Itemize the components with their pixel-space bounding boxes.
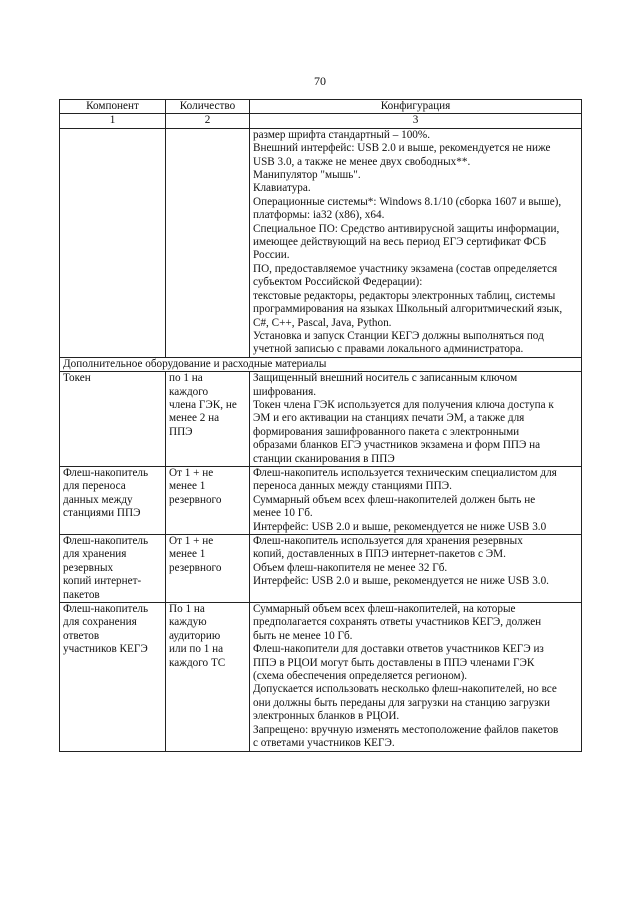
table-row — [60, 372, 582, 467]
text-line: члена ГЭК, не — [169, 398, 237, 411]
text-line: копий интернет- — [63, 575, 142, 588]
quantity-cell — [166, 128, 250, 357]
column-number-row — [60, 114, 582, 128]
text-line: данных между — [63, 493, 133, 506]
text-line: субъектом Российской Федерации): — [253, 276, 423, 289]
text-line: с ответами участников КЕГЭ. — [253, 737, 395, 750]
text-line: для сохранения — [63, 616, 137, 629]
text-line: программирования на языках Школьный алгоритмический язык, — [253, 303, 563, 316]
quantity-cell — [166, 466, 250, 534]
text-line: каждого ТС — [169, 656, 226, 669]
text-line: электронных бланков в РЦОИ. — [253, 710, 400, 723]
text-line: или по 1 на — [169, 643, 224, 656]
text-line: Объем флеш-накопителя не менее 32 Гб. — [253, 561, 448, 574]
text-line: образами бланков ЕГЭ участников экзамена и форм ППЭ на — [253, 439, 541, 452]
text-line: Защищенный внешний носитель с записанным ключом — [253, 372, 518, 385]
header-quantity: Количество — [166, 100, 250, 114]
text-line: резервных — [63, 561, 114, 574]
text-line: каждую — [169, 616, 207, 629]
configuration-cell — [250, 603, 582, 751]
text-line: Клавиатура. — [253, 182, 311, 195]
table-header-row — [60, 100, 582, 114]
text-line: C#, C++, Pascal, Java, Python. — [253, 316, 392, 329]
text-line: платформы: ia32 (x86), x64. — [253, 209, 385, 222]
configuration-cell — [250, 535, 582, 603]
component-cell — [60, 535, 166, 603]
text-line: По 1 на — [169, 603, 205, 616]
section-row — [60, 357, 582, 371]
text-line: менее 10 Гб. — [253, 507, 313, 520]
header-configuration: Конфигурация — [250, 100, 582, 114]
text-line: Допускается использовать несколько флеш-накопителей, но все — [253, 683, 557, 696]
text-line: ответов — [63, 629, 100, 642]
text-line: ПО, предоставляемое участнику экзамена (состав определяется — [253, 262, 558, 275]
text-line: они должны быть переданы для загрузки на станцию загрузки — [253, 696, 550, 709]
text-line: Специальное ПО: Средство антивирусной защиты информации, — [253, 222, 560, 235]
text-line: формирования зашифрованного пакета с электронными — [253, 425, 520, 438]
text-line: Токен — [63, 372, 91, 385]
table-row — [60, 603, 582, 751]
quantity-cell — [166, 535, 250, 603]
text-line: Суммарный объем всех флеш-накопителей, на которые — [253, 603, 516, 616]
text-line: Операционные системы*: Windows 8.1/10 (сборка 1607 и выше), — [253, 195, 562, 208]
section-title: Дополнительное оборудование и расходные материалы — [60, 357, 582, 371]
text-line: Токен члена ГЭК используется для получения ключа доступа к — [253, 398, 554, 411]
text-line: шифрования. — [253, 385, 317, 398]
text-line: ППЭ в РЦОИ могут быть доставлены в ППЭ членами ГЭК — [253, 656, 535, 669]
text-line: участников КЕГЭ — [63, 643, 148, 656]
text-line: по 1 на — [169, 372, 203, 385]
configuration-cell — [250, 128, 582, 357]
quantity-cell — [166, 603, 250, 751]
text-line: Флеш-накопители для доставки ответов участников КЕГЭ из — [253, 643, 544, 656]
text-line: ППЭ — [169, 425, 193, 438]
text-line: имеющее действующий на весь период ЕГЭ сертификат ФСБ — [253, 236, 547, 249]
page-number: 70 — [314, 74, 326, 88]
text-line: Флеш-накопитель — [63, 603, 149, 616]
component-cell — [60, 466, 166, 534]
text-line: Внешний интерфейс: USB 2.0 и выше, рекомендуется не ниже — [253, 142, 551, 155]
equipment-table — [59, 99, 582, 752]
text-line: для хранения — [63, 548, 127, 561]
text-line: Флеш-накопитель используется техническим специалистом для — [253, 466, 557, 479]
text-line: От 1 + не — [169, 535, 214, 547]
text-line: Флеш-накопитель — [63, 535, 149, 547]
text-line: Флеш-накопитель — [63, 466, 149, 479]
configuration-cell — [250, 466, 582, 534]
component-cell — [60, 372, 166, 467]
text-line: менее 1 — [169, 548, 206, 561]
text-line: USB 3.0, а также не менее двух свободных**. — [253, 155, 471, 168]
text-line: предполагается сохранять ответы участников КЕГЭ, должен — [253, 616, 542, 629]
text-line: Интерфейс: USB 2.0 и выше, рекомендуется не ниже USB 3.0. — [253, 575, 549, 588]
column-number: 1 — [60, 114, 166, 128]
text-line: ЭМ и его активации на станциях печати ЭМ, а также для — [253, 412, 525, 425]
text-line: учетной записью с правами локального администратора. — [253, 343, 524, 356]
configuration-cell — [250, 372, 582, 467]
header-component: Компонент — [60, 100, 166, 114]
text-line: аудиторию — [169, 629, 221, 642]
text-line: резервного — [169, 493, 222, 506]
text-line: станциями ППЭ — [63, 507, 141, 520]
text-line: текстовые редакторы, редакторы электронных таблиц, системы — [253, 289, 556, 302]
text-line: размер шрифта стандартный – 100%. — [253, 128, 431, 141]
text-line: России. — [253, 249, 290, 262]
text-line: каждого — [169, 385, 209, 398]
column-number: 3 — [250, 114, 582, 128]
column-number: 2 — [166, 114, 250, 128]
text-line: менее 2 на — [169, 412, 220, 425]
text-line: От 1 + не — [169, 466, 214, 479]
text-line: пакетов — [63, 588, 100, 601]
text-line: Суммарный объем всех флеш-накопителей должен быть не — [253, 493, 536, 506]
quantity-cell — [166, 372, 250, 467]
text-line: быть не менее 10 Гб. — [253, 629, 353, 642]
text-line: станции сканирования в ППЭ — [253, 452, 395, 465]
text-line: менее 1 — [169, 480, 206, 493]
text-line: копий, доставленных в ППЭ интернет-пакетов с ЭМ. — [253, 548, 506, 561]
text-line: переноса данных между станциями ППЭ. — [253, 480, 452, 493]
component-cell — [60, 603, 166, 751]
text-line: для переноса — [63, 480, 126, 493]
component-cell — [60, 128, 166, 357]
table-row — [60, 466, 582, 534]
text-line: (схема обеспечения определяется регионом). — [253, 670, 468, 683]
text-line: резервного — [169, 561, 222, 574]
text-line: Интерфейс: USB 2.0 и выше, рекомендуется не ниже USB 3.0 — [253, 520, 547, 533]
text-line: Флеш-накопитель используется для хранения резервных — [253, 535, 523, 547]
continuation-row — [60, 128, 582, 357]
text-line: Установка и запуск Станции КЕГЭ должны выполняться под — [253, 329, 544, 342]
text-line: Запрещено: вручную изменять местоположение файлов пакетов — [253, 723, 559, 736]
text-line: Манипулятор "мышь". — [253, 169, 361, 182]
table-row — [60, 535, 582, 603]
